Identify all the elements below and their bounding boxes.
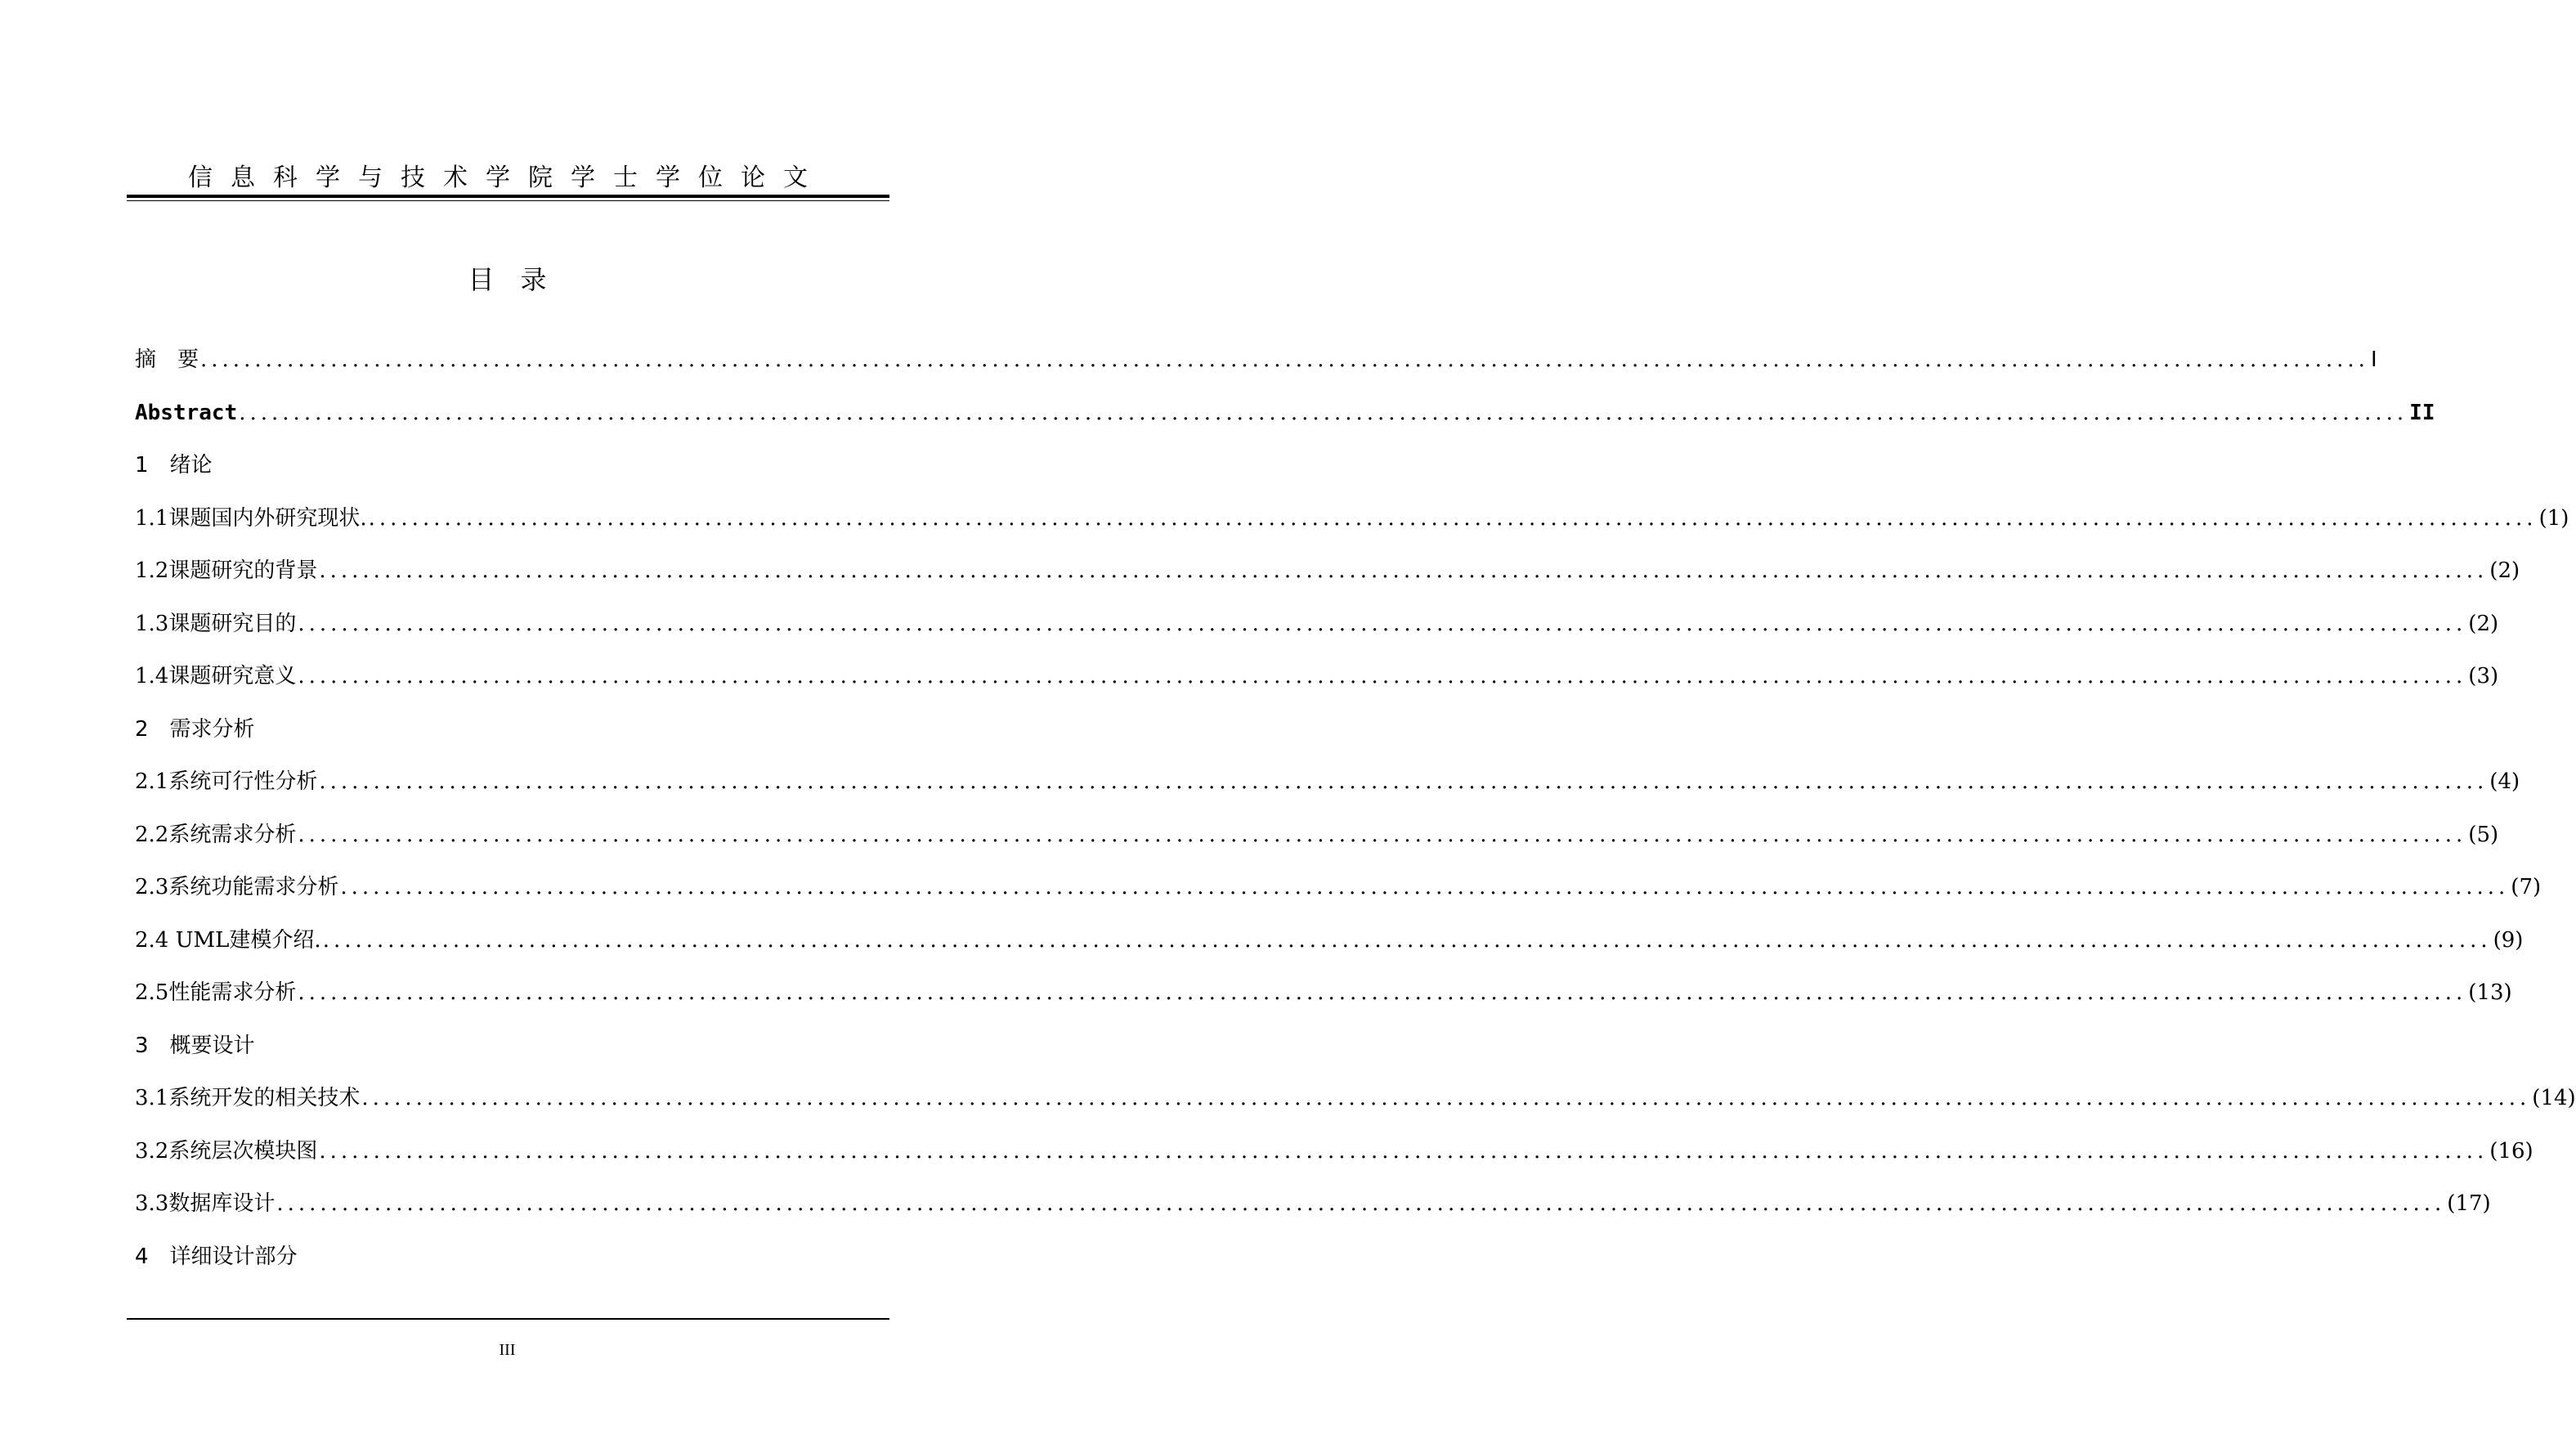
toc-page-number: (13) <box>2468 980 2512 1005</box>
toc-entry-row[interactable] <box>135 502 2569 535</box>
toc-dot-leader: ........................................................................................................................................................................................................ <box>298 822 2467 847</box>
toc-page-number: (3) <box>2468 664 2499 688</box>
toc-dot-leader: ........................................................................................................................................................................................................ <box>298 664 2467 688</box>
toc-dot-leader: ........................................................................................................................................................................................................ <box>239 400 2408 425</box>
toc-page-number: I <box>2370 348 2377 372</box>
toc-page-number: (2) <box>2468 611 2499 636</box>
toc-entry-label: 1.1课题国内外研究现状. <box>135 505 367 531</box>
toc-entry-label: 1.3课题研究目的 <box>135 611 297 636</box>
toc-page-number: (2) <box>2489 558 2520 583</box>
toc-dot-leader: ........................................................................................................................................................................................................ <box>200 348 2369 372</box>
toc-dot-leader: ........................................................................................................................................................................................................ <box>298 980 2467 1005</box>
toc-entry-row[interactable] <box>135 976 2512 1009</box>
toc-entry-row[interactable] <box>135 818 2499 851</box>
toc-page-number: (7) <box>2511 875 2542 899</box>
toc-entry-row[interactable] <box>135 343 2377 376</box>
toc-page-number: (14) <box>2532 1086 2576 1110</box>
toc-chapter-row[interactable] <box>135 713 883 746</box>
toc-entry-row[interactable] <box>135 1135 2533 1168</box>
toc-dot-leader: ........................................................................................................................................................................................................ <box>361 1086 2531 1110</box>
toc-entry-row[interactable] <box>135 554 2520 587</box>
toc-page-number: (9) <box>2493 927 2524 953</box>
toc-entry-label: 2 需求分析 <box>135 716 255 742</box>
footer-rule <box>127 1318 889 1320</box>
toc-entry-row[interactable] <box>135 924 2524 957</box>
toc-page-number: (17) <box>2447 1191 2491 1216</box>
page-number: III <box>499 1341 516 1359</box>
toc-entry-label: 3.1系统开发的相关技术 <box>135 1086 361 1110</box>
toc-chapter-row[interactable] <box>135 1240 883 1273</box>
toc-chapter-row[interactable] <box>135 1029 883 1062</box>
toc-entry-label: 4 详细设计部分 <box>135 1244 298 1269</box>
toc-entry-row[interactable] <box>135 608 2499 640</box>
toc-page-number: (1) <box>2538 505 2569 531</box>
toc-entry-label: 3.3数据库设计 <box>135 1191 276 1216</box>
toc-entry-label: 1.2课题研究的背景 <box>135 558 318 583</box>
toc-entry-label: 2.2系统需求分析 <box>135 822 297 847</box>
toc-page-number: (5) <box>2468 822 2499 847</box>
toc-entry-label: 3 概要设计 <box>135 1033 255 1058</box>
toc-entry-label: 3.2系统层次模块图 <box>135 1138 318 1164</box>
toc-entry-row[interactable] <box>135 1187 2491 1220</box>
toc-page-number: (4) <box>2489 769 2520 794</box>
toc-dot-leader: ........................................................................................................................................................................................................ <box>340 875 2510 899</box>
toc-entry-label: 1.4课题研究意义 <box>135 664 297 688</box>
toc-title: 目录 <box>468 264 573 295</box>
toc-entry-label: 2.5性能需求分析 <box>135 980 297 1005</box>
toc-page-number: II <box>2409 400 2435 425</box>
toc-dot-leader: ........................................................................................................................................................................................................ <box>319 558 2489 583</box>
toc-dot-leader: ........................................................................................................................................................................................................ <box>319 1138 2489 1164</box>
toc-entry-row[interactable] <box>135 765 2520 798</box>
toc-entry-label: 摘 要 <box>135 348 199 372</box>
toc-dot-leader: ........................................................................................................................................................................................................ <box>368 505 2538 531</box>
toc-dot-leader: ........................................................................................................................................................................................................ <box>276 1191 2446 1216</box>
header-rule-thick <box>127 195 889 198</box>
toc-entry-row[interactable] <box>135 397 2435 429</box>
toc-dot-leader: ........................................................................................................................................................................................................ <box>298 611 2467 636</box>
toc-entry-row[interactable] <box>135 871 2542 904</box>
toc-entry-row[interactable] <box>135 660 2499 693</box>
thesis-header-title: 信息科学与技术学院学士学位论文 <box>188 164 826 192</box>
toc-chapter-row[interactable] <box>135 449 883 482</box>
toc-entry-label: 2.1系统可行性分析 <box>135 769 318 794</box>
toc-entry-label: Abstract <box>135 400 238 425</box>
toc-entry-label: 2.4 UML建模介绍. <box>135 927 321 953</box>
toc-entry-label: 1 绪论 <box>135 453 213 478</box>
header-rule-thin <box>127 200 889 201</box>
toc-dot-leader: ........................................................................................................................................................................................................ <box>322 927 2492 953</box>
toc-entry-row[interactable] <box>135 1082 2576 1114</box>
toc-dot-leader: ........................................................................................................................................................................................................ <box>319 769 2489 794</box>
toc-entry-label: 2.3系统功能需求分析 <box>135 875 339 899</box>
toc-page-number: (16) <box>2489 1138 2533 1164</box>
